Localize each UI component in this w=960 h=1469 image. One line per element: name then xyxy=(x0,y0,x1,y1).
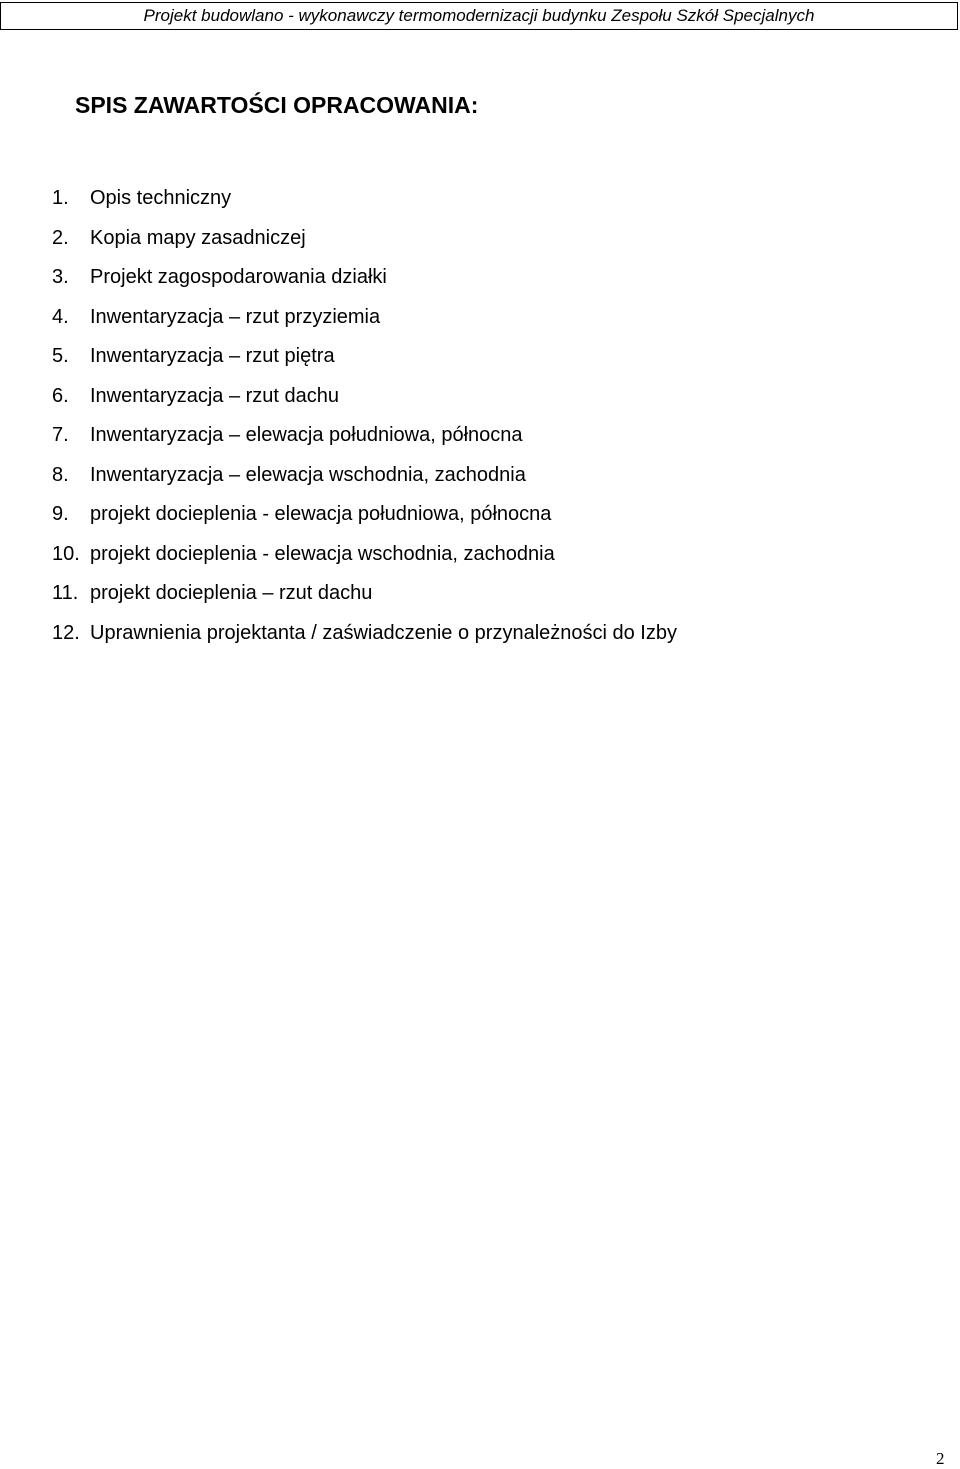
toc-item-10 xyxy=(52,535,677,575)
toc-item-text: projekt docieplenia - elewacja południowa, północna xyxy=(90,503,552,526)
header-text: Projekt budowlano - wykonawczy termomodernizacji budynku Zespołu Szkół Specjalnych xyxy=(143,6,815,25)
toc-item-number: 7. xyxy=(52,424,69,447)
toc-item-2 xyxy=(52,219,677,259)
toc-item-text: Kopia mapy zasadniczej xyxy=(90,226,306,249)
toc-item-text: projekt docieplenia – rzut dachu xyxy=(90,582,373,605)
toc-item-number: 3. xyxy=(52,266,69,289)
toc-item-text: Inwentaryzacja – elewacja wschodnia, zachodnia xyxy=(90,463,526,486)
toc-item-text: Inwentaryzacja – rzut dachu xyxy=(90,384,340,407)
toc-item-9 xyxy=(52,495,677,535)
table-of-contents xyxy=(52,179,677,653)
toc-item-5 xyxy=(52,337,677,377)
toc-item-text: projekt docieplenia - elewacja wschodnia, zachodnia xyxy=(90,542,555,565)
toc-item-text: Inwentaryzacja – rzut przyziemia xyxy=(90,305,381,328)
toc-item-3 xyxy=(52,258,677,298)
toc-item-12 xyxy=(52,614,677,654)
toc-item-6 xyxy=(52,377,677,417)
toc-item-number: 11. xyxy=(52,582,79,605)
toc-item-11 xyxy=(52,574,677,614)
toc-item-number: 6. xyxy=(52,384,69,407)
toc-item-number: 12. xyxy=(52,621,80,644)
toc-item-number: 8. xyxy=(52,463,69,486)
toc-item-text: Opis techniczny xyxy=(90,187,232,210)
toc-item-text: Projekt zagospodarowania działki xyxy=(90,266,387,289)
toc-item-1 xyxy=(52,179,677,219)
toc-item-number: 10. xyxy=(52,542,80,565)
toc-item-number: 9. xyxy=(52,503,69,526)
page-header xyxy=(0,2,958,30)
toc-item-number: 1. xyxy=(52,187,69,210)
toc-item-number: 4. xyxy=(52,305,69,328)
toc-item-8 xyxy=(52,456,677,496)
toc-item-4 xyxy=(52,298,677,338)
toc-item-7 xyxy=(52,416,677,456)
page-number: 2 xyxy=(936,1449,945,1468)
toc-item-number: 2. xyxy=(52,226,69,249)
toc-item-number: 5. xyxy=(52,345,69,368)
toc-item-text: Inwentaryzacja – elewacja południowa, północna xyxy=(90,424,523,447)
toc-item-text: Uprawnienia projektanta / zaświadczenie o przynależności do Izby xyxy=(90,621,677,644)
page-title: SPIS ZAWARTOŚCI OPRACOWANIA: xyxy=(75,92,479,118)
toc-item-text: Inwentaryzacja – rzut piętra xyxy=(90,345,335,368)
